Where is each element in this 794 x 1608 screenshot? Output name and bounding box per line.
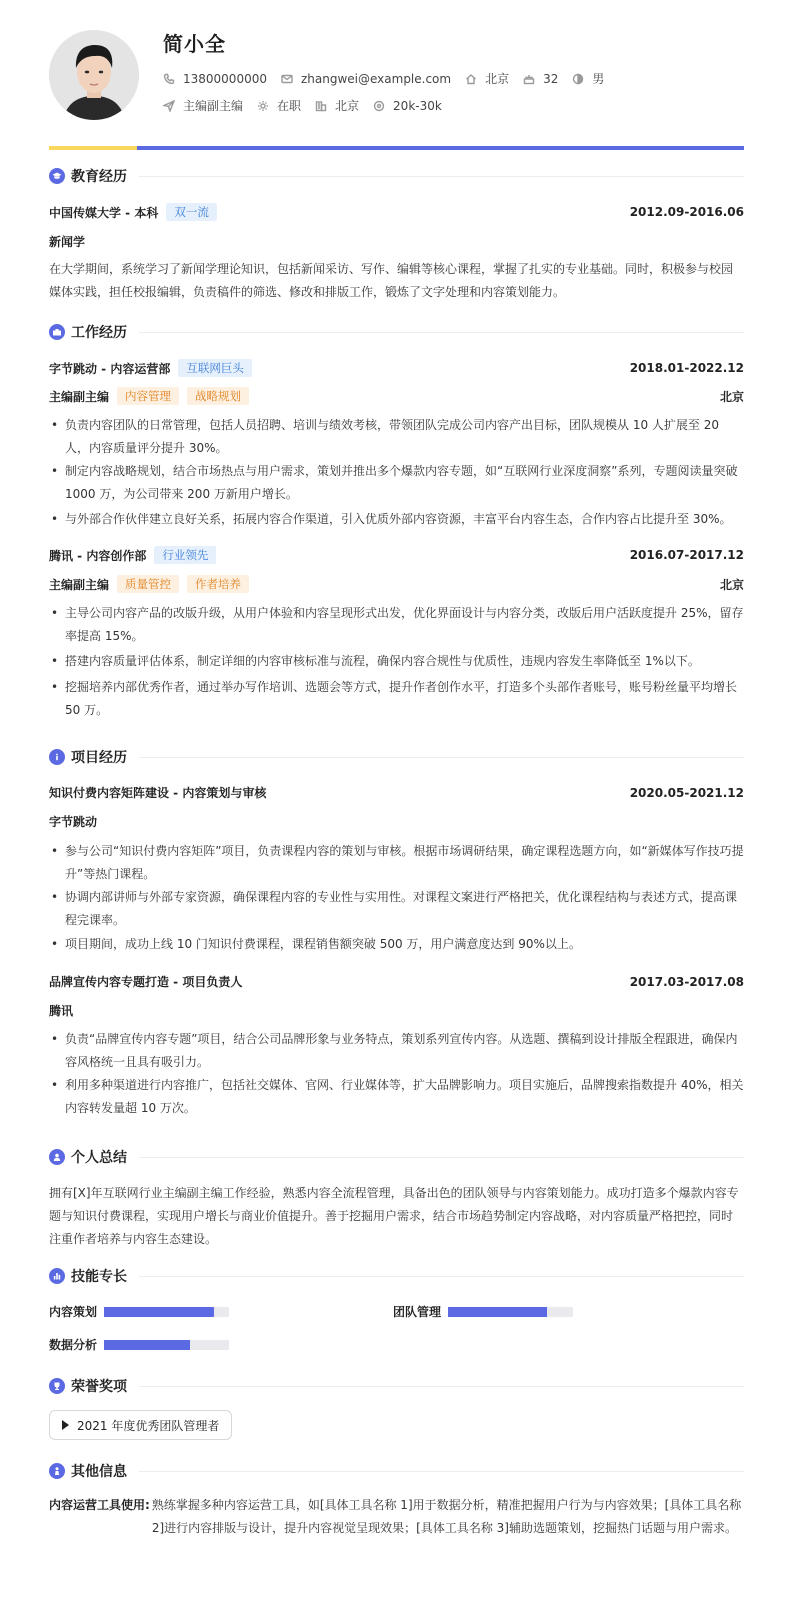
- work-bullet: • 主导公司内容产品的改版升级，从用户体验和内容呈现形式出发，优化界面设计与内容分类，改版后用户活跃度提升 25%，留存率提高 15%。: [49, 602, 744, 648]
- section-title: 其他信息: [71, 1464, 127, 1480]
- section-title: 工作经历: [71, 325, 127, 341]
- work-header-1: [49, 359, 744, 377]
- school-tag: 双一流: [166, 203, 217, 221]
- skill-bar: [104, 1340, 229, 1350]
- section-education: [49, 166, 744, 186]
- section-title: 技能专长: [71, 1269, 127, 1285]
- coin-icon: [373, 100, 385, 112]
- project-date: 2017.03-2017.08: [629, 974, 744, 989]
- work-date: 2016.07-2017.12: [629, 548, 744, 562]
- email-text: zhangwei@example.com: [300, 71, 452, 86]
- skill-item: [393, 1303, 573, 1320]
- project-org-row-2: [49, 1002, 744, 1019]
- skill-bar-fill: [104, 1340, 190, 1350]
- skill-bar: [104, 1307, 229, 1317]
- skill-bar: [448, 1307, 573, 1317]
- work-role-row-1: [49, 387, 744, 405]
- section-title: 个人总结: [71, 1150, 127, 1166]
- job-intent-row: [163, 97, 456, 114]
- header-accent-yellow: [49, 146, 137, 150]
- skill-item: [49, 1303, 229, 1320]
- skill-name: 数据分析: [49, 1338, 98, 1352]
- section-title: 教育经历: [71, 169, 127, 185]
- project-org: 腾讯: [49, 1004, 74, 1018]
- section-other: [49, 1461, 744, 1481]
- school-name: 中国传媒大学 - 本科: [49, 205, 159, 220]
- status-item: [257, 97, 301, 114]
- section-work: [49, 322, 744, 342]
- city-item: [465, 70, 509, 87]
- work-bullet: • 挖掘培养内部优秀作者，通过举办写作培训、选题会等方式，提升作者创作水平，打造多个头部作者账号，账号粉丝量平均增长 50 万。: [49, 676, 744, 722]
- project-date: 2020.05-2021.12: [629, 785, 744, 800]
- summary-text: 拥有[X]年互联网行业主编副主编工作经验，熟悉内容全流程管理，具备出色的团队领导与内容策划能力。成功打造多个爆款内容专题与知识付费课程，实现用户增长与商业价值提升。善于挖掘用户需求，结合市场趋势制定内容战略，对内容质量严格把控，同时注重作者培养与内容生态建设。: [49, 1186, 739, 1246]
- section-skills: [49, 1266, 744, 1286]
- work-city: 北京: [719, 577, 744, 592]
- header-accent-blue: [137, 146, 744, 150]
- target-city-item: [315, 97, 359, 114]
- section-project: [49, 747, 744, 767]
- send-icon: [163, 100, 175, 112]
- briefcase-icon: [49, 324, 65, 340]
- work-city: 北京: [719, 389, 744, 404]
- city-text: 北京: [485, 72, 510, 86]
- section-divider: [139, 1386, 744, 1387]
- work-date: 2018.01-2022.12: [629, 361, 744, 375]
- work-bullet: • 制定内容战略规划，结合市场热点与用户需求，策划并推出多个爆款内容专题，如“互联网行业深度洞察”系列，专题阅读量突破 1000 万，为公司带来 200 万新用户增长。: [49, 460, 744, 506]
- work-bullet: • 搭建内容质量评估体系，制定详细的内容审核标准与流程，确保内容合规性与优质性，违规内容发生率降低至 1%以下。: [49, 650, 744, 673]
- home-icon: [465, 73, 477, 85]
- avatar: [49, 30, 139, 120]
- gender-item: [572, 70, 604, 87]
- other-label: 内容运营工具使用:: [49, 1498, 150, 1512]
- role-tag: 内容管理: [117, 387, 179, 405]
- other-info: [49, 1494, 744, 1540]
- section-honors: [49, 1376, 744, 1396]
- section-divider: [139, 1157, 744, 1158]
- info-icon: [49, 749, 65, 765]
- section-divider: [139, 332, 744, 333]
- age-text: 32: [543, 71, 559, 86]
- contact-row: [163, 70, 618, 87]
- company-tag: 行业领先: [154, 546, 216, 564]
- project-bullet: • 参与公司“知识付费内容矩阵”项目，负责课程内容的策划与审核。根据市场调研结果，确定课程选题方向，如“新媒体写作技巧提升”等热门课程。: [49, 840, 744, 886]
- salary-text: 20k-30k: [393, 98, 442, 113]
- status-text: 在职: [277, 99, 302, 113]
- candidate-name: 简小全: [163, 32, 226, 56]
- project-header-2: [49, 973, 744, 990]
- graduation-cap-icon: [49, 168, 65, 184]
- chart-icon: [49, 1268, 65, 1284]
- work-bullet: • 负责内容团队的日常管理，包括人员招聘、培训与绩效考核，带领团队完成公司内容产出目标，团队规模从 10 人扩展至 20 人，内容质量评分提升 30%。: [49, 414, 744, 460]
- project-org-row-1: [49, 813, 744, 830]
- other-text: 熟练掌握多种内容运营工具，如[具体工具名称 1]用于数据分析，精准把握用户行为与内容效果；[具体工具名称 2]进行内容排版与设计，提升内容视觉呈现效果；[具体工具名称 3]辅助选题策划，挖掘热门话题与用户需求。: [151, 1498, 742, 1535]
- email-item: [281, 72, 451, 86]
- skill-bar-fill: [104, 1307, 214, 1317]
- project-header-1: [49, 784, 744, 801]
- work-role-row-2: [49, 575, 744, 593]
- major-name: 新闻学: [49, 235, 86, 249]
- role-tag: 作者培养: [187, 575, 249, 593]
- gender-text: 男: [592, 72, 605, 86]
- role-name: 主编副主编: [49, 389, 110, 404]
- person-icon: [49, 1463, 65, 1479]
- gear-icon: [257, 100, 269, 112]
- position-text: 主编副主编: [183, 99, 244, 113]
- project-bullet: • 负责“品牌宣传内容专题”项目，结合公司品牌形象与业务特点，策划系列宣传内容。从选题、撰稿到设计排版全程跟进，确保内容风格统一且具有吸引力。: [49, 1028, 744, 1074]
- project-org: 字节跳动: [49, 815, 98, 829]
- phone-item: [163, 72, 267, 86]
- section-title: 项目经历: [71, 750, 127, 766]
- user-icon: [49, 1149, 65, 1165]
- skill-name: 团队管理: [393, 1305, 442, 1319]
- gender-icon: [572, 73, 584, 85]
- education-date: 2012.09-2016.06: [629, 205, 744, 219]
- company-name: 腾讯 - 内容创作部: [49, 548, 147, 563]
- work-header-2: [49, 546, 744, 564]
- honor-text: 2021 年度优秀团队管理者: [77, 1418, 220, 1433]
- project-title: 品牌宣传内容专题打造 - 项目负责人: [49, 975, 243, 989]
- section-divider: [139, 1471, 744, 1472]
- play-icon: [62, 1420, 69, 1430]
- phone-text: 13800000000: [183, 71, 267, 86]
- project-bullet: • 协调内部讲师与外部专家资源，确保课程内容的专业性与实用性。对课程文案进行严格把关，优化课程结构与表述方式，提高课程完课率。: [49, 886, 744, 932]
- honor-item[interactable]: [49, 1410, 232, 1440]
- section-title: 荣誉奖项: [71, 1379, 127, 1395]
- education-description: 在大学期间，系统学习了新闻学理论知识，包括新闻采访、写作、编辑等核心课程，掌握了扎实的专业基础。同时，积极参与校园媒体实践，担任校报编辑，负责稿件的筛选、修改和排版工作，锻炼了文字处理和内容策划能力。: [49, 262, 734, 299]
- project-bullet: • 利用多种渠道进行内容推广，包括社交媒体、官网、行业媒体等，扩大品牌影响力。项目实施后，品牌搜索指数提升 40%，相关内容转发量超 10 万次。: [49, 1074, 744, 1120]
- education-major-row: [49, 233, 744, 250]
- company-name: 字节跳动 - 内容运营部: [49, 361, 171, 376]
- skill-bar-fill: [448, 1307, 547, 1317]
- company-tag: 互联网巨头: [178, 359, 252, 377]
- mail-icon: [281, 73, 293, 85]
- skill-name: 内容策划: [49, 1305, 98, 1319]
- phone-icon: [163, 73, 175, 85]
- role-tag: 战略规划: [187, 387, 249, 405]
- cake-icon: [523, 73, 535, 85]
- building-icon: [315, 100, 327, 112]
- age-item: [523, 72, 558, 86]
- section-divider: [139, 757, 744, 758]
- education-header: [49, 203, 744, 221]
- project-title: 知识付费内容矩阵建设 - 内容策划与审核: [49, 786, 267, 800]
- role-name: 主编副主编: [49, 577, 110, 592]
- section-summary: [49, 1147, 744, 1167]
- section-divider: [139, 176, 744, 177]
- role-tag: 质量管控: [117, 575, 179, 593]
- skill-item: [49, 1336, 229, 1353]
- trophy-icon: [49, 1378, 65, 1394]
- project-bullet: • 项目期间，成功上线 10 门知识付费课程，课程销售额突破 500 万，用户满意度达到 90%以上。: [49, 933, 744, 956]
- position-item: [163, 97, 243, 114]
- salary-item: [373, 99, 442, 113]
- work-bullet: • 与外部合作伙伴建立良好关系，拓展内容合作渠道，引入优质外部内容资源，丰富平台内容生态，合作内容占比提升至 30%。: [49, 508, 744, 531]
- target-city-text: 北京: [335, 99, 360, 113]
- section-divider: [139, 1276, 744, 1277]
